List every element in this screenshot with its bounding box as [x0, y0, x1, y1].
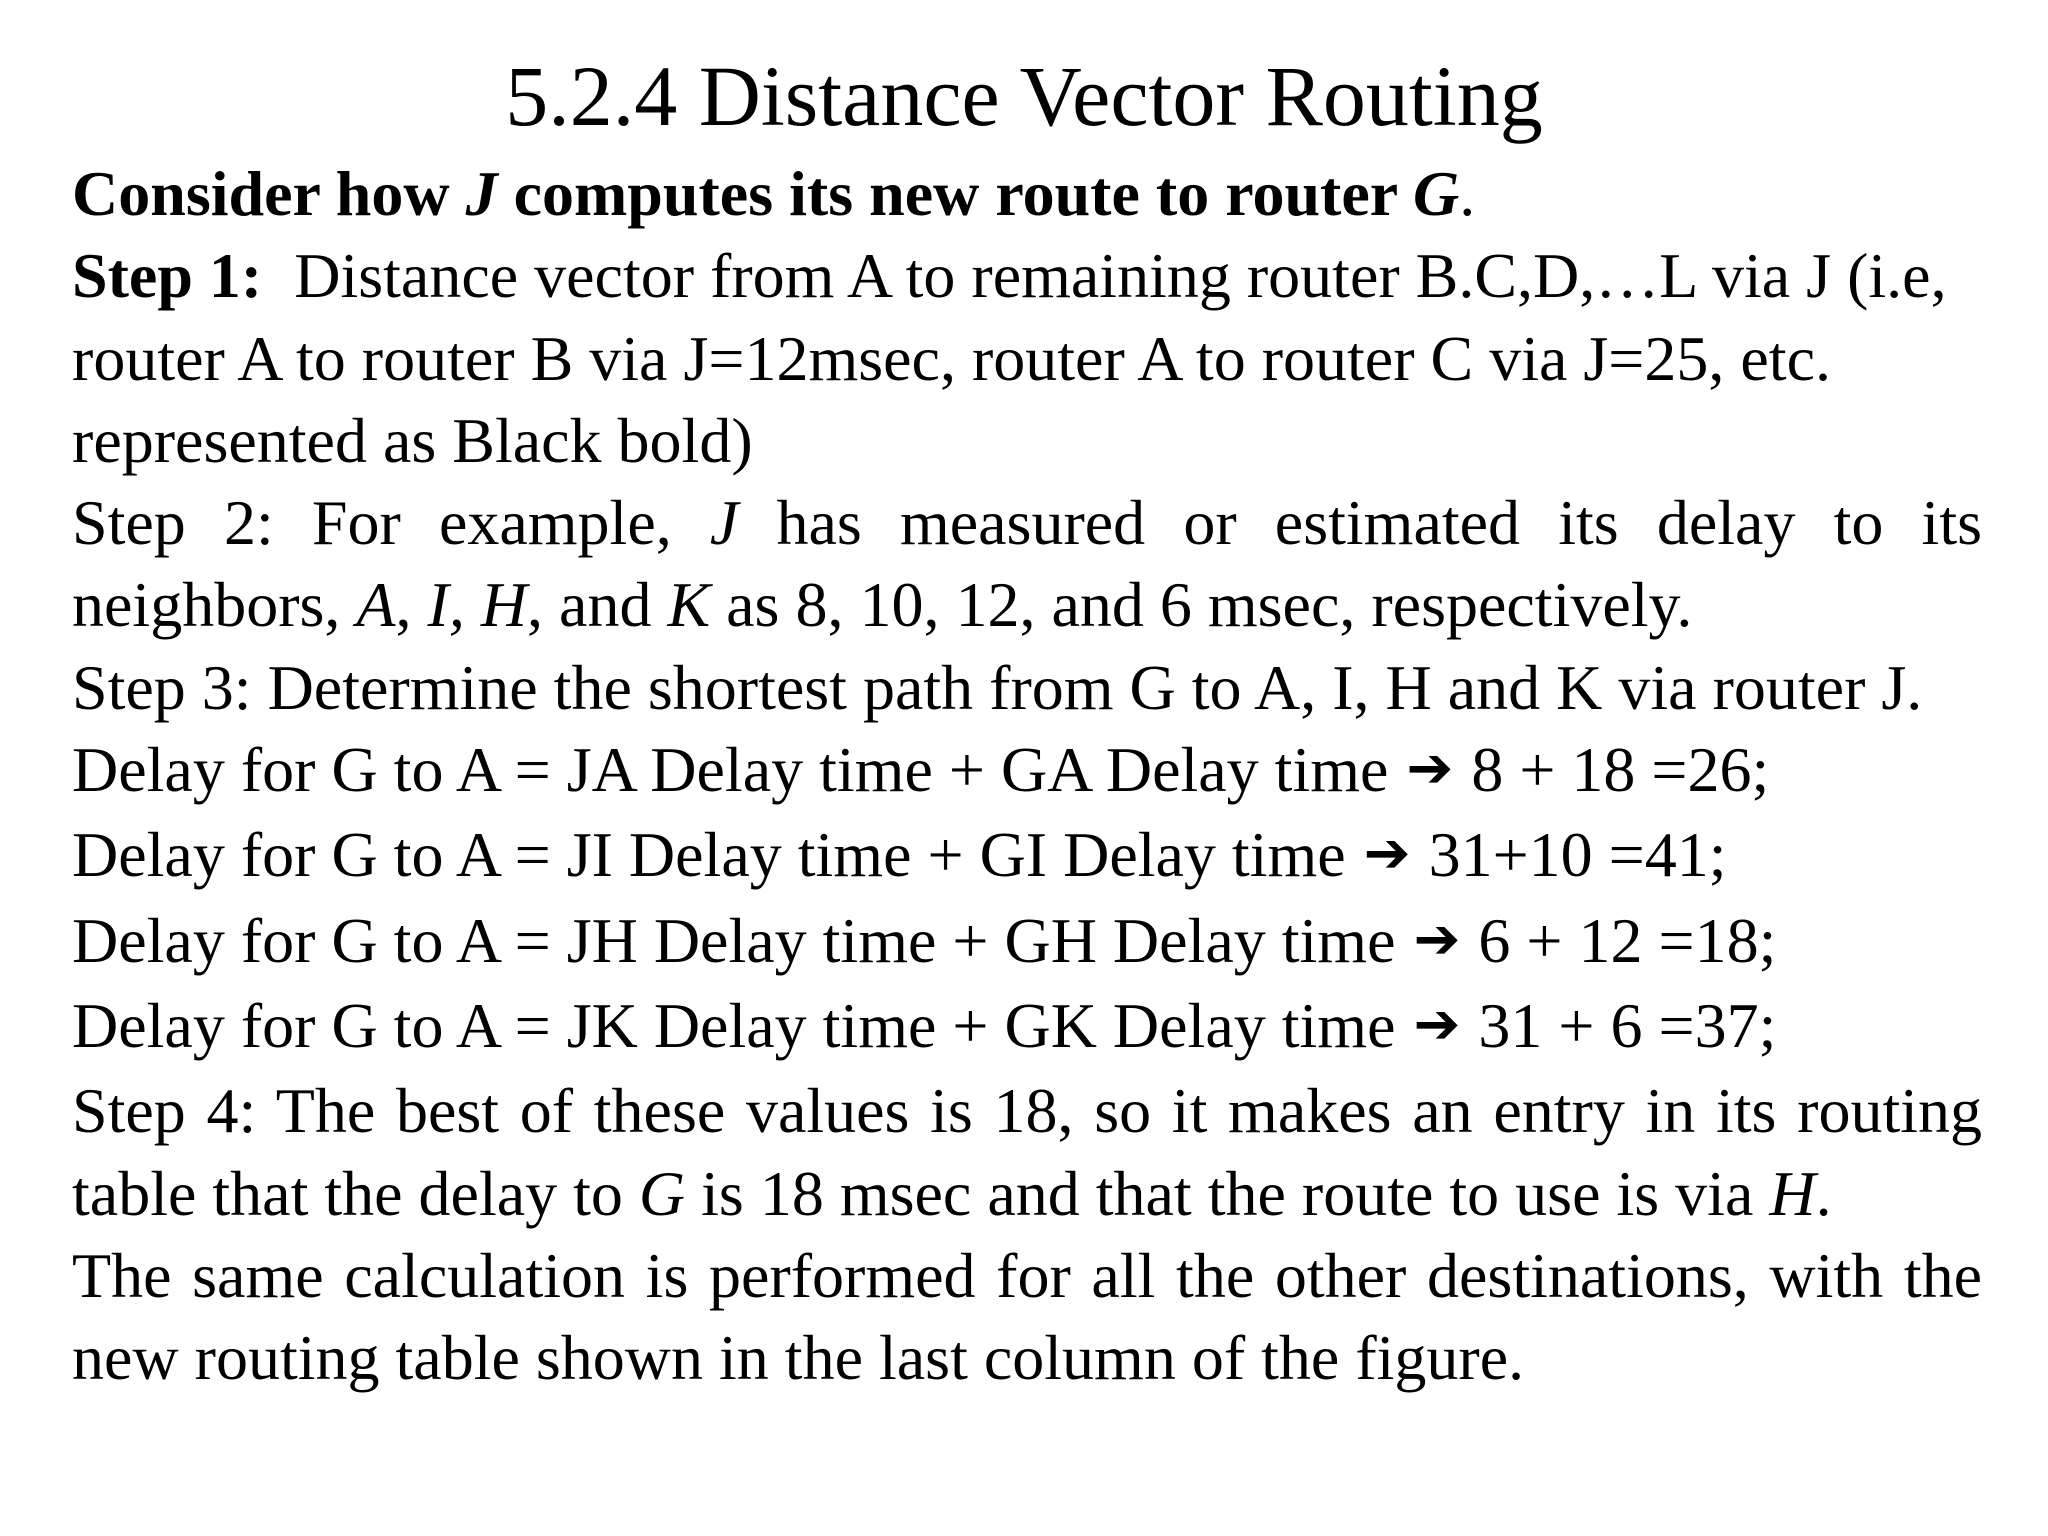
- delay-expr-1: Delay for G to A = JA Delay time + GA Delay time: [72, 734, 1405, 806]
- arrow-icon: ➔: [1406, 736, 1454, 802]
- intro-text-1: Consider how: [72, 158, 466, 229]
- step2-j: J: [709, 487, 739, 559]
- delay-result-1: 8 + 18 =26;: [1455, 734, 1770, 806]
- arrow-icon: ➔: [1413, 991, 1461, 1057]
- step4-text-1: Step 4: The best of these values is 18, so it makes an entry in its routing table that the delay to: [72, 1075, 1998, 1229]
- delay-result-3: 6 + 12 =18;: [1462, 904, 1777, 976]
- step4-paragraph: [72, 1070, 1998, 1235]
- step4-h: H: [1769, 1157, 1816, 1229]
- step2-text-2: has measured or estimated its delay to its neighbors,: [72, 487, 1999, 641]
- step1-paragraph: [72, 235, 1982, 482]
- step1-text: Distance vector from A to remaining router B.C,D,…L via J (i.e, router A to router B via J=12msec, router A to router C via J=25, etc. represented as Black bold): [72, 240, 1963, 476]
- step4-text-2: is 18 msec and that the route to use is via: [685, 1157, 1770, 1229]
- closing-paragraph: The same calculation is performed for all the other destinations, with the new routing table shown in the last column of the figure.: [72, 1239, 1982, 1394]
- step2-text-1: Step 2: For example,: [72, 487, 710, 559]
- slide-body: [72, 153, 1999, 1399]
- step2-text-5: as 8, 10, 12, and 6 msec, respectively.: [710, 569, 1693, 641]
- delay-line-4: [72, 985, 1982, 1070]
- delay-result-2: 31+10 =41;: [1412, 819, 1727, 891]
- step2-text-4: , and: [527, 569, 668, 641]
- step2-ih: I, H: [427, 569, 528, 641]
- intro-text-3: .: [1459, 158, 1476, 229]
- intro-text-2: computes its new route to router: [497, 158, 1413, 229]
- intro-g: G: [1413, 158, 1460, 229]
- intro-j: J: [465, 158, 498, 229]
- step2-text-3: ,: [395, 569, 428, 641]
- intro-line: [72, 153, 1982, 235]
- delay-expr-2: Delay for G to A = JI Delay time + GI Delay time: [72, 819, 1362, 891]
- step2-k: K: [667, 569, 711, 641]
- delay-expr-4: Delay for G to A = JK Delay time + GK Delay time: [72, 989, 1412, 1061]
- delay-line-2: [72, 814, 1982, 899]
- arrow-icon: ➔: [1413, 906, 1461, 972]
- step2-a: A: [356, 569, 396, 641]
- delay-line-1: [72, 729, 1982, 814]
- step4-text-3: .: [1815, 1157, 1832, 1229]
- step2-paragraph: [72, 482, 1999, 647]
- slide-title: 5.2.4 Distance Vector Routing: [505, 48, 1543, 144]
- step3-paragraph: Step 3: Determine the shortest path from G to A, I, H and K via router J.: [72, 651, 1923, 723]
- delay-line-3: [72, 900, 1982, 985]
- step1-label: Step 1:: [72, 240, 263, 312]
- arrow-icon: ➔: [1363, 821, 1411, 887]
- step4-g: G: [638, 1157, 686, 1229]
- delay-expr-3: Delay for G to A = JH Delay time + GH Delay time: [72, 904, 1412, 976]
- delay-result-4: 31 + 6 =37;: [1462, 989, 1777, 1061]
